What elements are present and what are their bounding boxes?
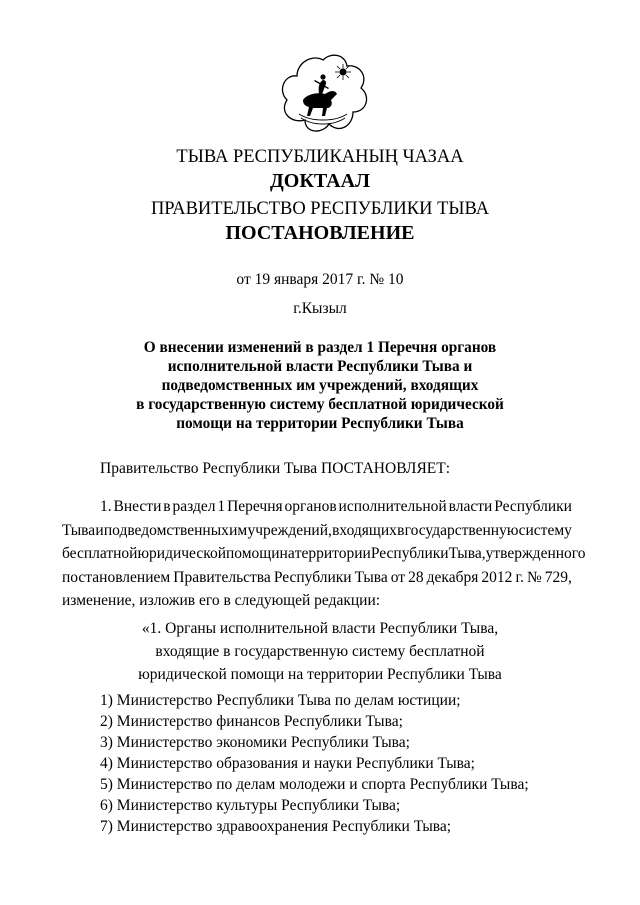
quote-heading-line: входящие в государственную систему бесплатной	[155, 643, 485, 660]
document-city: г.Кызыл	[293, 300, 347, 317]
quote-heading	[0, 617, 640, 686]
header-doktaal: ДОКТААЛ	[270, 170, 370, 192]
quote-heading-line: юридической помощи на территории Республики Тыва	[138, 666, 502, 683]
list-item: 6) Министерство культуры Республики Тыва;	[100, 797, 401, 814]
header-postanovlenie: ПОСТАНОВЛЕНИЕ	[225, 222, 415, 244]
list-item: 5) Министерство по делам молодежи и спорта Республики Тыва;	[100, 776, 529, 793]
paragraph-line: Тыва и подведомственных им учреждений, входящих в государственную систему	[62, 521, 572, 539]
list-item: 7) Министерство здравоохранения Республики Тыва;	[100, 818, 452, 835]
title-line: подведомственных им учреждений, входящих	[161, 377, 479, 394]
paragraph-line: 1. Внести в раздел 1 Перечня органов исполнительной власти Республики	[100, 498, 572, 515]
header-government: ПРАВИТЕЛЬСТВО РЕСПУБЛИКИ ТЫВА	[150, 199, 490, 219]
paragraph-line: изменение, изложив его в следующей редакции:	[62, 592, 381, 609]
title-line: О внесении изменений в раздел 1 Перечня органов	[143, 339, 497, 356]
header-tuva-government: ТЫВА РЕСПУБЛИКАНЫҢ ЧАЗАА	[176, 147, 464, 167]
coat-of-arms-emblem-icon	[275, 50, 371, 140]
intro-statement: Правительство Республики Тыва ПОСТАНОВЛЯЕТ:	[100, 460, 451, 477]
ministries-list	[100, 690, 529, 837]
quote-heading-line: «1. Органы исполнительной власти Республики Тыва,	[141, 620, 499, 637]
paragraph-line: бесплатной юридической помощи на территории Республики Тыва, утвержденного	[62, 545, 586, 562]
list-item: 4) Министерство образования и науки Республики Тыва;	[100, 755, 475, 772]
title-line: в государственную систему бесплатной юридической	[136, 396, 504, 413]
list-item: 1) Министерство Республики Тыва по делам юстиции;	[100, 692, 461, 709]
title-line: помощи на территории Республики Тыва	[176, 415, 464, 432]
paragraph-1	[62, 495, 586, 613]
list-item: 3) Министерство экономики Республики Тыва;	[100, 734, 410, 751]
paragraph-line: постановлением Правительства Республики Тыва от 28 декабря 2012 г. № 729,	[62, 568, 572, 586]
title-line: исполнительной власти Республики Тыва и	[167, 358, 473, 375]
document-date-number: от 19 января 2017 г. № 10	[236, 271, 404, 288]
document-title	[0, 338, 640, 433]
list-item: 2) Министерство финансов Республики Тыва;	[100, 713, 403, 730]
